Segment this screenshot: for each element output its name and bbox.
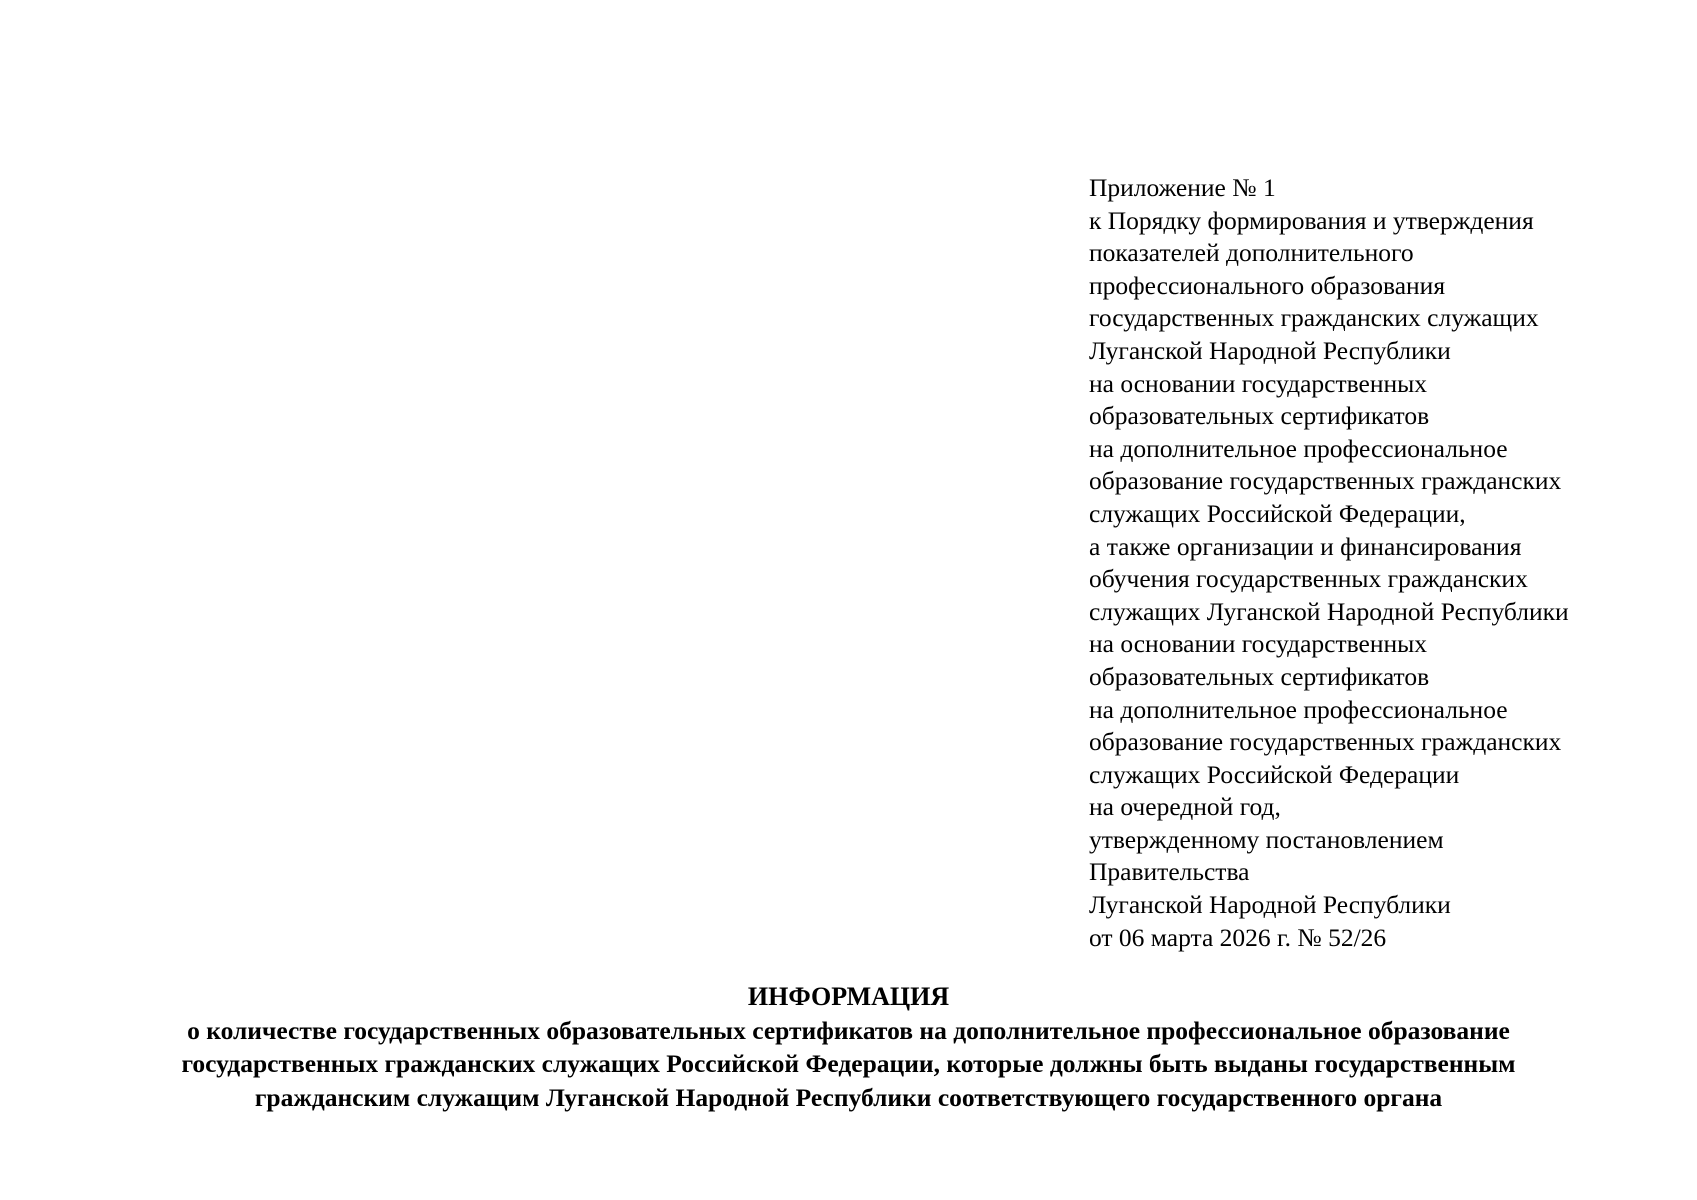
- annex-line: служащих Российской Федерации,: [1089, 498, 1466, 528]
- annex-line: на основании государственных: [1089, 368, 1427, 398]
- annex-line: Луганской Народной Республики: [1089, 335, 1451, 365]
- heading-subtitle-line: гражданским служащим Луганской Народной Республики соответствующего государственного органа: [254, 1082, 1443, 1112]
- annex-line: утвержденному постановлением: [1089, 824, 1444, 854]
- annex-line: показателей дополнительного: [1089, 238, 1414, 268]
- annex-line: образовательных сертификатов: [1089, 401, 1430, 431]
- annex-line: профессионального образования: [1089, 270, 1446, 300]
- annex-line: от 06 марта 2026 г. № 52/26: [1089, 922, 1387, 952]
- document-heading: [0, 980, 1697, 1114]
- annex-line: образовательных сертификатов: [1089, 661, 1430, 691]
- annex-line: а также организации и финансирования: [1089, 531, 1522, 561]
- annex-line: на основании государственных: [1089, 629, 1427, 659]
- annex-line: на дополнительное профессиональное: [1089, 694, 1508, 724]
- annex-line: к Порядку формирования и утверждения: [1089, 205, 1534, 235]
- annex-line: Приложение № 1: [1089, 173, 1276, 202]
- annex-line: образование государственных гражданских: [1089, 466, 1562, 496]
- annex-line: обучения государственных гражданских: [1089, 564, 1528, 594]
- annex-block: [1089, 172, 1679, 954]
- annex-line: на дополнительное профессиональное: [1089, 433, 1508, 463]
- document-title: ИНФОРМАЦИЯ: [747, 982, 950, 1011]
- annex-line: служащих Луганской Народной Республики: [1089, 596, 1569, 626]
- annex-line: на очередной год,: [1089, 792, 1281, 822]
- heading-subtitle-line: государственных гражданских служащих Российской Федерации, которые должны быть выданы государственным: [181, 1049, 1516, 1078]
- heading-subtitle-line: о количестве государственных образовательных сертификатов на дополнительное профессиональное образование: [187, 1015, 1510, 1045]
- annex-line: служащих Российской Федерации: [1089, 759, 1460, 789]
- annex-line: государственных гражданских служащих: [1089, 303, 1539, 333]
- annex-line: Луганской Народной Республики: [1089, 890, 1451, 920]
- annex-line: Правительства: [1089, 857, 1250, 887]
- annex-line: образование государственных гражданских: [1089, 727, 1562, 757]
